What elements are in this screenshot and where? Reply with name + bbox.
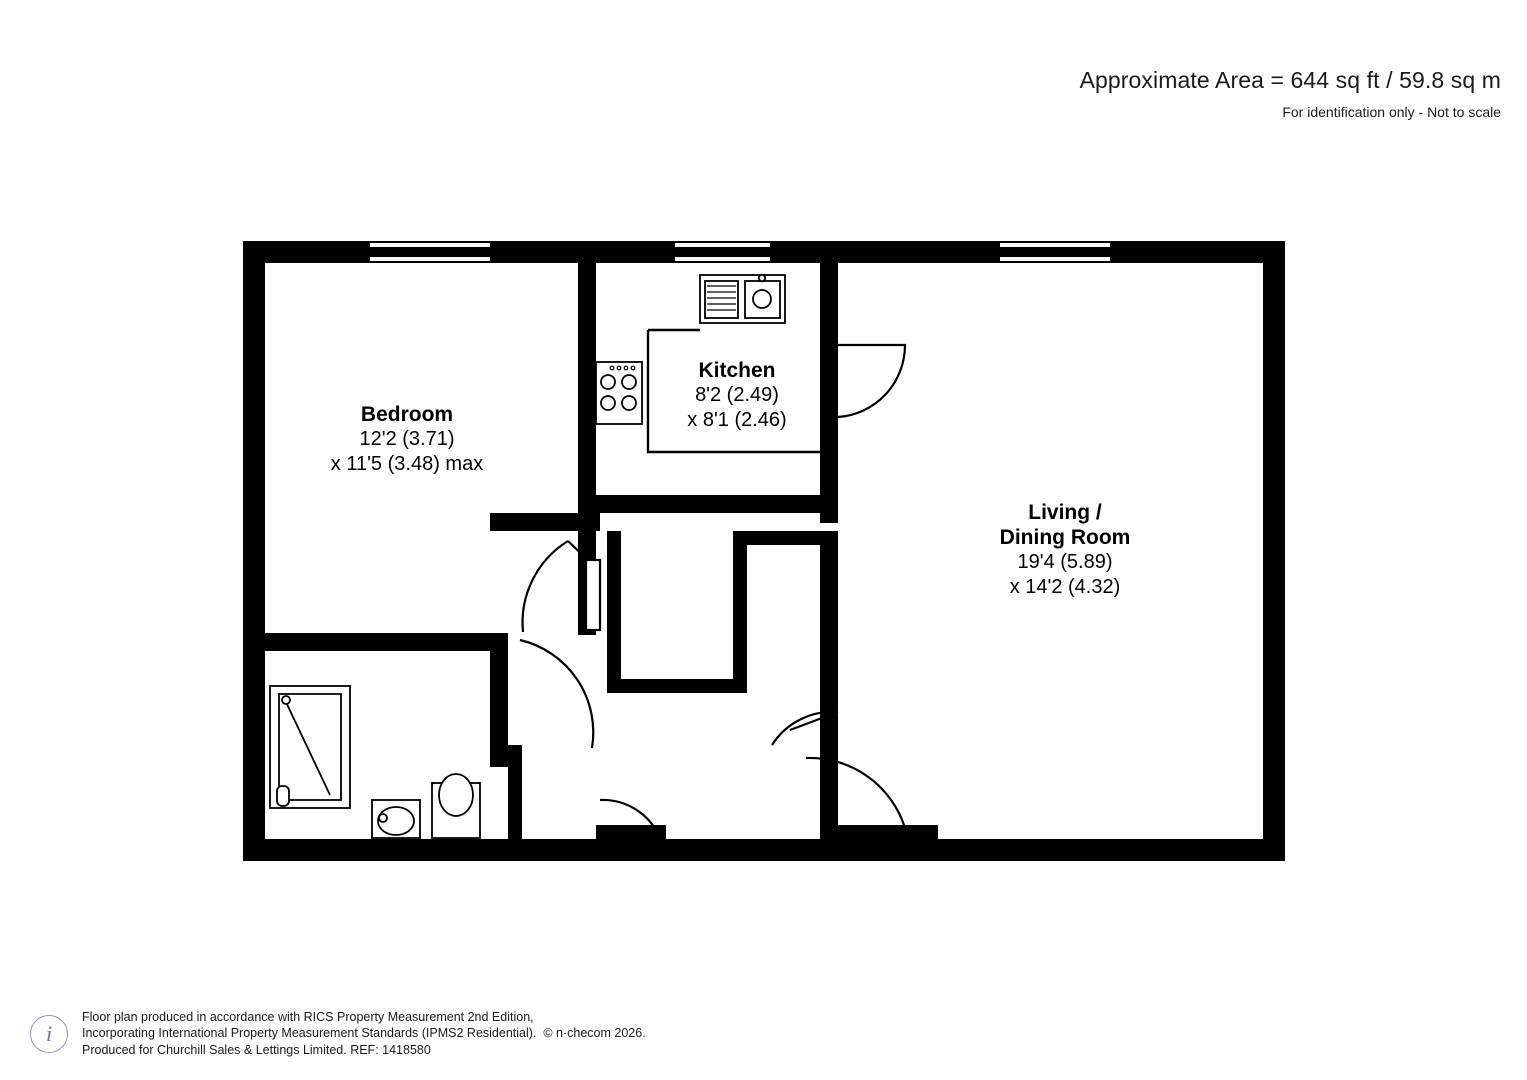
basin-fixture — [372, 800, 420, 838]
approximate-area-text: Approximate Area = 644 sq ft / 59.8 sq m — [1079, 67, 1501, 93]
room-dimension-bedroom-2: x 11'5 (3.48) max — [330, 453, 484, 475]
footer-line-2a: Incorporating International Property Measurement Standards (IPMS2 Residential). — [82, 1026, 537, 1040]
footer-line-2 — [82, 1025, 646, 1042]
room-dimension-living-1: 19'4 (5.89) — [1017, 551, 1113, 573]
kitchen-sink-fixture — [700, 275, 785, 323]
room-label-living-dining — [940, 500, 1190, 600]
room-dimension-kitchen-1: 8'2 (2.49) — [695, 384, 779, 406]
room-name-living-line1: Living / — [1028, 501, 1102, 524]
footer-copyright: © n·checom 2026. — [543, 1026, 646, 1040]
room-name-bedroom: Bedroom — [360, 403, 454, 426]
footer-line-3: Produced for Churchill Sales & Lettings Limited. REF: 1418580 — [82, 1042, 431, 1057]
room-dimension-kitchen-2: x 8'1 (2.46) — [687, 409, 787, 431]
footer-text-block — [82, 1009, 646, 1059]
room-dimension-bedroom-1: 12'2 (3.71) — [359, 428, 455, 450]
scale-disclaimer-text: For identification only - Not to scale — [1282, 104, 1501, 120]
room-label-kitchen — [612, 358, 862, 433]
room-label-bedroom — [232, 402, 582, 477]
interior-walls — [265, 263, 938, 841]
room-dimension-living-2: x 14'2 (4.32) — [1009, 576, 1121, 598]
room-name-living-line2: Dining Room — [999, 526, 1131, 549]
footer-line-1: Floor plan produced in accordance with RICS Property Measurement 2nd Edition, — [82, 1009, 534, 1024]
toilet-fixture — [432, 774, 480, 838]
room-name-kitchen: Kitchen — [698, 359, 776, 382]
footer-disclaimer — [30, 1009, 930, 1059]
info-icon: i — [30, 1015, 68, 1053]
shower-fixture — [270, 686, 350, 808]
